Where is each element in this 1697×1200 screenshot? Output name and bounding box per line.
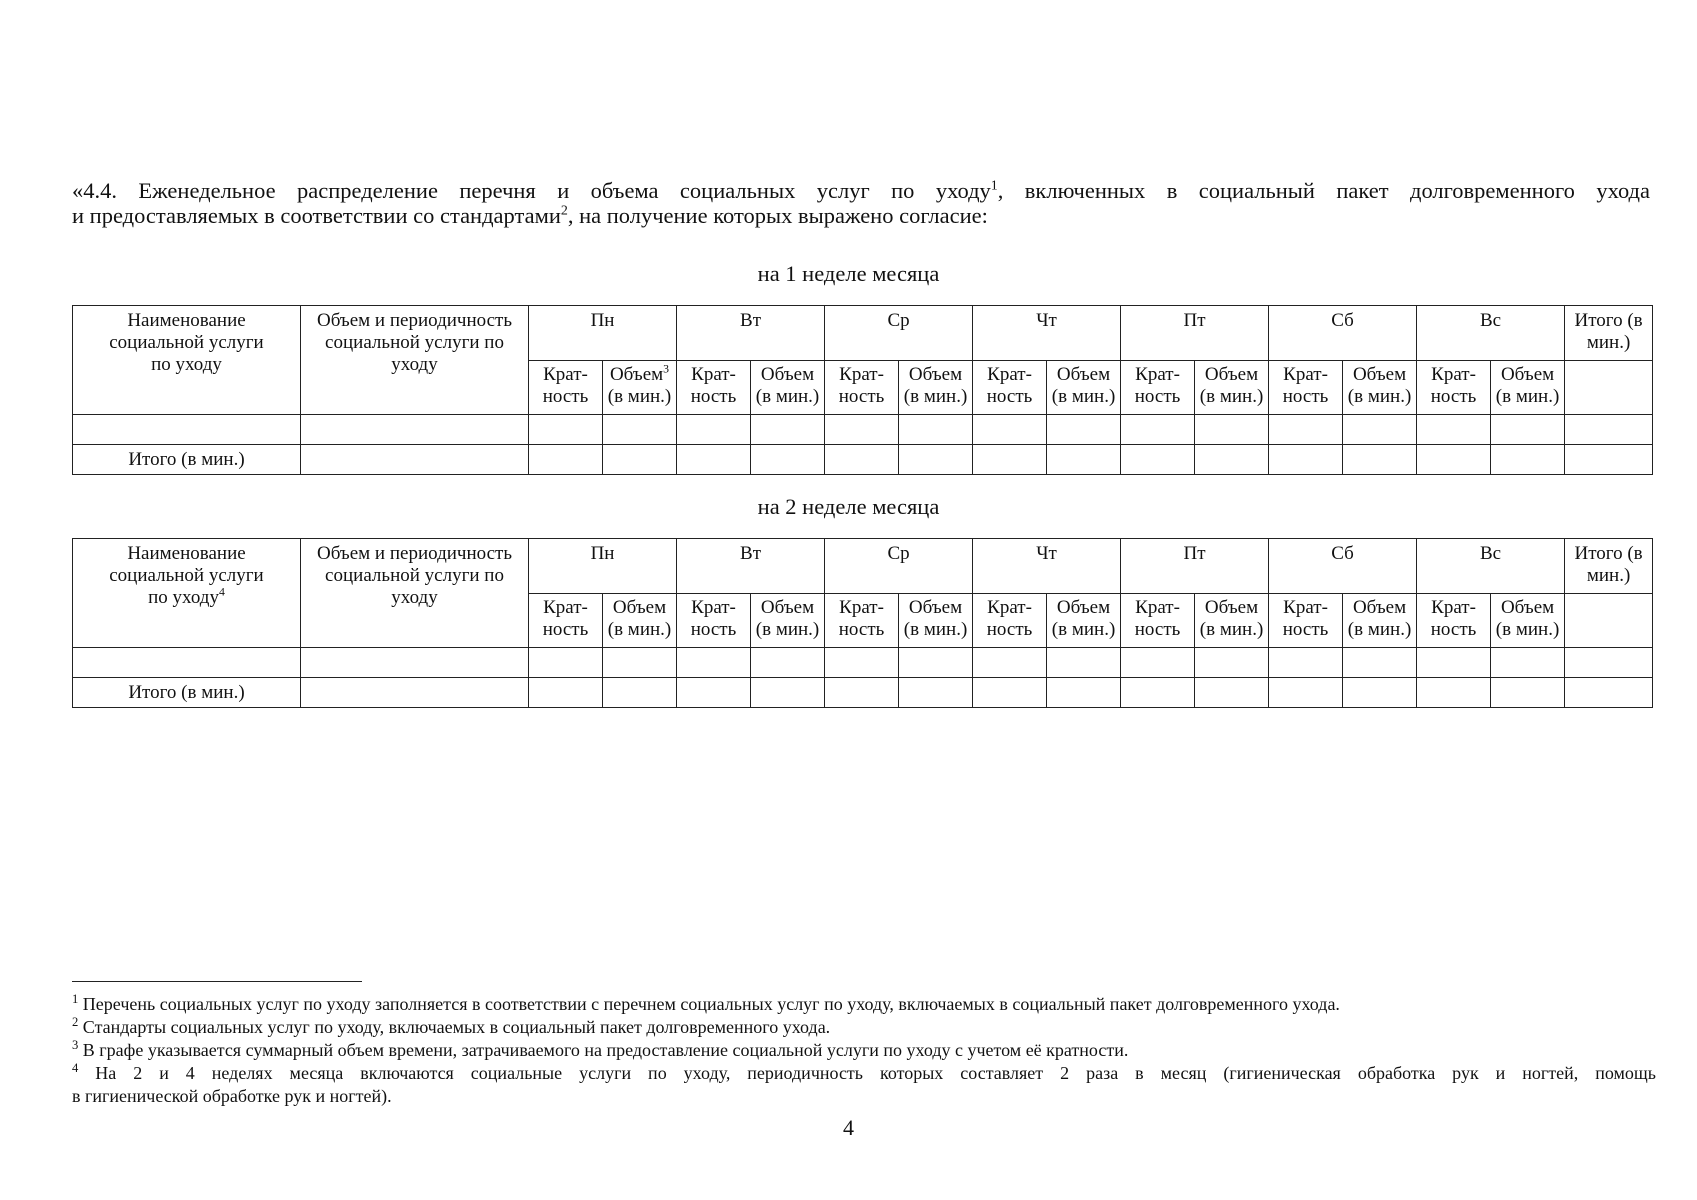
table-cell[interactable] [73, 415, 301, 445]
subheader-frequency: Крат- ность [825, 361, 899, 415]
table-cell[interactable] [677, 445, 751, 475]
subheader-frequency: Крат- ность [677, 594, 751, 648]
table-cell[interactable] [1565, 445, 1653, 475]
subheader-frequency: Крат- ность [1417, 594, 1491, 648]
col-header-volume-periodicity: Объем и периодичность социальной услуги по уходу [301, 306, 529, 415]
table-cell[interactable] [1565, 415, 1653, 445]
table-cell[interactable] [1491, 648, 1565, 678]
subheader-volume: Объем (в мин.) [1047, 361, 1121, 415]
footnote-3: $^3$ В графе указывается суммарный объем времени, затрачиваемого на предоставление социальной услуги по уходу с учетом её кратности. [72, 1038, 1129, 1060]
col-header-day: Ср [825, 306, 973, 361]
total-row [73, 445, 1653, 475]
intro-line-2: и предоставляемых в соответствии со стандартами$^2$, на получение которых выражено согласие: [72, 203, 988, 228]
table-cell[interactable] [529, 445, 603, 475]
table-cell[interactable] [1195, 648, 1269, 678]
table-cell[interactable] [1195, 415, 1269, 445]
subheader-frequency: Крат- ность [529, 594, 603, 648]
col-header-day: Ср [825, 539, 973, 594]
table-cell[interactable] [1047, 678, 1121, 708]
subheader-frequency: Крат- ность [825, 594, 899, 648]
col-header-day: Вт [677, 306, 825, 361]
table-cell[interactable] [529, 648, 603, 678]
col-header-day: Сб [1269, 306, 1417, 361]
week-1-title: на 1 неделе месяца [757, 261, 940, 286]
table-cell[interactable] [1121, 445, 1195, 475]
table-row [73, 648, 1653, 678]
table-cell[interactable] [1121, 648, 1195, 678]
col-header-total: Итого (в мин.) [1565, 539, 1653, 594]
subheader-frequency: Крат- ность [1121, 594, 1195, 648]
table-cell[interactable] [301, 445, 529, 475]
subheader-frequency: Крат- ность [677, 361, 751, 415]
section-intro [72, 178, 1650, 228]
table-cell[interactable] [73, 648, 301, 678]
footnote-ref-4[interactable]: 4 [218, 585, 225, 599]
col-header-service-name: Наименование социальной услуги по уходу [73, 306, 301, 415]
total-row-label: Итого (в мин.) [73, 678, 301, 708]
col-header-day: Пт [1121, 539, 1269, 594]
col-header-day: Вс [1417, 306, 1565, 361]
table-cell[interactable] [1417, 445, 1491, 475]
table-cell[interactable] [751, 678, 825, 708]
table-cell[interactable] [1343, 678, 1417, 708]
table-cell[interactable] [529, 678, 603, 708]
table-cell[interactable] [751, 648, 825, 678]
subheader-volume: Объем (в мин.) [1195, 361, 1269, 415]
col-header-day: Сб [1269, 539, 1417, 594]
footnote-ref-3[interactable]: 3 [663, 362, 670, 376]
footnote-4: $^4$ На 2 и 4 неделях месяца включаются социальные услуги по уходу, периодичность которых составляет 2 раза в месяц (гигиеническая обработка рук и ногтей, помощь в гигиенической обработке рук и ногтей). [72, 1061, 1656, 1106]
table-cell[interactable] [1195, 678, 1269, 708]
col-header-day: Пн [529, 539, 677, 594]
col-header-day: Чт [973, 306, 1121, 361]
table-cell[interactable] [1269, 678, 1343, 708]
table-cell[interactable] [1343, 415, 1417, 445]
subheader-volume: Объем (в мин.) [1195, 594, 1269, 648]
table-cell[interactable] [1195, 445, 1269, 475]
subheader-volume: Объем (в мин.) [1491, 594, 1565, 648]
week-2-title: на 2 неделе месяца [757, 494, 940, 519]
header-row [73, 306, 1653, 361]
table-cell[interactable] [1047, 648, 1121, 678]
table-cell[interactable] [1121, 678, 1195, 708]
subheader-frequency: Крат- ность [1121, 361, 1195, 415]
table-cell[interactable] [751, 445, 825, 475]
total-row [73, 678, 1653, 708]
week-1-table [72, 305, 1653, 475]
table-cell[interactable] [1047, 415, 1121, 445]
table-cell[interactable] [1269, 415, 1343, 445]
table-cell[interactable] [1269, 445, 1343, 475]
subheader-frequency: Крат- ность [973, 361, 1047, 415]
subheader-volume: Объем (в мин.) [1343, 594, 1417, 648]
table-cell[interactable] [677, 415, 751, 445]
table-cell[interactable] [1343, 648, 1417, 678]
table-cell[interactable] [1269, 648, 1343, 678]
subheader-volume: Объем (в мин.) [1343, 361, 1417, 415]
col-header-total: Итого (в мин.) [1565, 306, 1653, 361]
col-header-volume-periodicity: Объем и периодичность социальной услуги по уходу [301, 539, 529, 648]
table-cell[interactable] [825, 678, 899, 708]
intro-line-1: «4.4. Еженедельное распределение перечня и объема социальных услуг по уходу$^1$, включенных в социальный пакет долговременного ухода [72, 178, 1650, 203]
table-cell[interactable] [1417, 648, 1491, 678]
table-cell[interactable] [301, 678, 529, 708]
footnote-2: $^2$ Стандарты социальных услуг по уходу, включаемых в социальный пакет долговременного ухода. [72, 1015, 831, 1037]
subheader-volume: Объем (в мин.) [899, 594, 973, 648]
table-cell[interactable] [825, 648, 899, 678]
subheader-frequency: Крат- ность [1417, 361, 1491, 415]
table-cell[interactable] [603, 648, 677, 678]
table-cell[interactable] [301, 648, 529, 678]
table-cell[interactable] [529, 415, 603, 445]
table-cell[interactable] [603, 415, 677, 445]
total-row-label: Итого (в мин.) [73, 445, 301, 475]
footnotes [72, 993, 1656, 1108]
subheader-volume: Объем (в мин.) [751, 594, 825, 648]
col-header-day: Вс [1417, 539, 1565, 594]
subheader-volume: Объем (в мин.) [1047, 594, 1121, 648]
subheader-frequency: Крат- ность [1269, 594, 1343, 648]
col-header-service-name: Наименование социальной услуги по уходу$^4$ [73, 539, 301, 648]
col-header-day: Пн [529, 306, 677, 361]
table-cell[interactable] [603, 445, 677, 475]
table-cell[interactable] [301, 415, 529, 445]
subheader-volume: Объем (в мин.) [603, 594, 677, 648]
table-cell[interactable] [973, 678, 1047, 708]
table-cell[interactable] [899, 648, 973, 678]
table-cell[interactable] [1343, 445, 1417, 475]
subheader-frequency: Крат- ность [1269, 361, 1343, 415]
page-number: 4 [843, 1115, 854, 1140]
subheader-total-empty [1565, 361, 1653, 415]
subheader-volume: Объем$^3$ (в мин.) [603, 361, 677, 415]
table-row [73, 415, 1653, 445]
table-cell[interactable] [677, 648, 751, 678]
table-cell[interactable] [751, 415, 825, 445]
table-cell[interactable] [1491, 415, 1565, 445]
table-cell[interactable] [1121, 415, 1195, 445]
footnote-1: $^1$ Перечень социальных услуг по уходу заполняется в соответствии с перечнем социальных услуг по уходу, включаемых в социальный пакет долговременного ухода. [72, 992, 1340, 1014]
table-cell[interactable] [1565, 648, 1653, 678]
header-row [73, 539, 1653, 594]
subheader-volume: Объем (в мин.) [751, 361, 825, 415]
table-cell[interactable] [973, 648, 1047, 678]
week-2-table [72, 538, 1653, 708]
subheader-total-empty [1565, 594, 1653, 648]
table-cell[interactable] [677, 678, 751, 708]
subheader-volume: Объем (в мин.) [899, 361, 973, 415]
table-cell[interactable] [973, 445, 1047, 475]
footnote-ref-2[interactable]: 2 [560, 203, 568, 219]
col-header-day: Чт [973, 539, 1121, 594]
table-cell[interactable] [1047, 445, 1121, 475]
table-cell[interactable] [899, 415, 973, 445]
col-header-day: Пт [1121, 306, 1269, 361]
table-cell[interactable] [973, 415, 1047, 445]
table-cell[interactable] [899, 445, 973, 475]
table-cell[interactable] [825, 415, 899, 445]
col-header-day: Вт [677, 539, 825, 594]
table-cell[interactable] [1417, 415, 1491, 445]
table-cell[interactable] [1491, 678, 1565, 708]
table-cell[interactable] [1565, 678, 1653, 708]
footnote-ref-1[interactable]: 1 [990, 178, 998, 194]
table-cell[interactable] [825, 445, 899, 475]
table-cell[interactable] [899, 678, 973, 708]
table-cell[interactable] [603, 678, 677, 708]
subheader-volume: Объем (в мин.) [1491, 361, 1565, 415]
subheader-frequency: Крат- ность [529, 361, 603, 415]
table-cell[interactable] [1417, 678, 1491, 708]
footnote-separator [72, 981, 362, 982]
subheader-frequency: Крат- ность [973, 594, 1047, 648]
table-cell[interactable] [1491, 445, 1565, 475]
